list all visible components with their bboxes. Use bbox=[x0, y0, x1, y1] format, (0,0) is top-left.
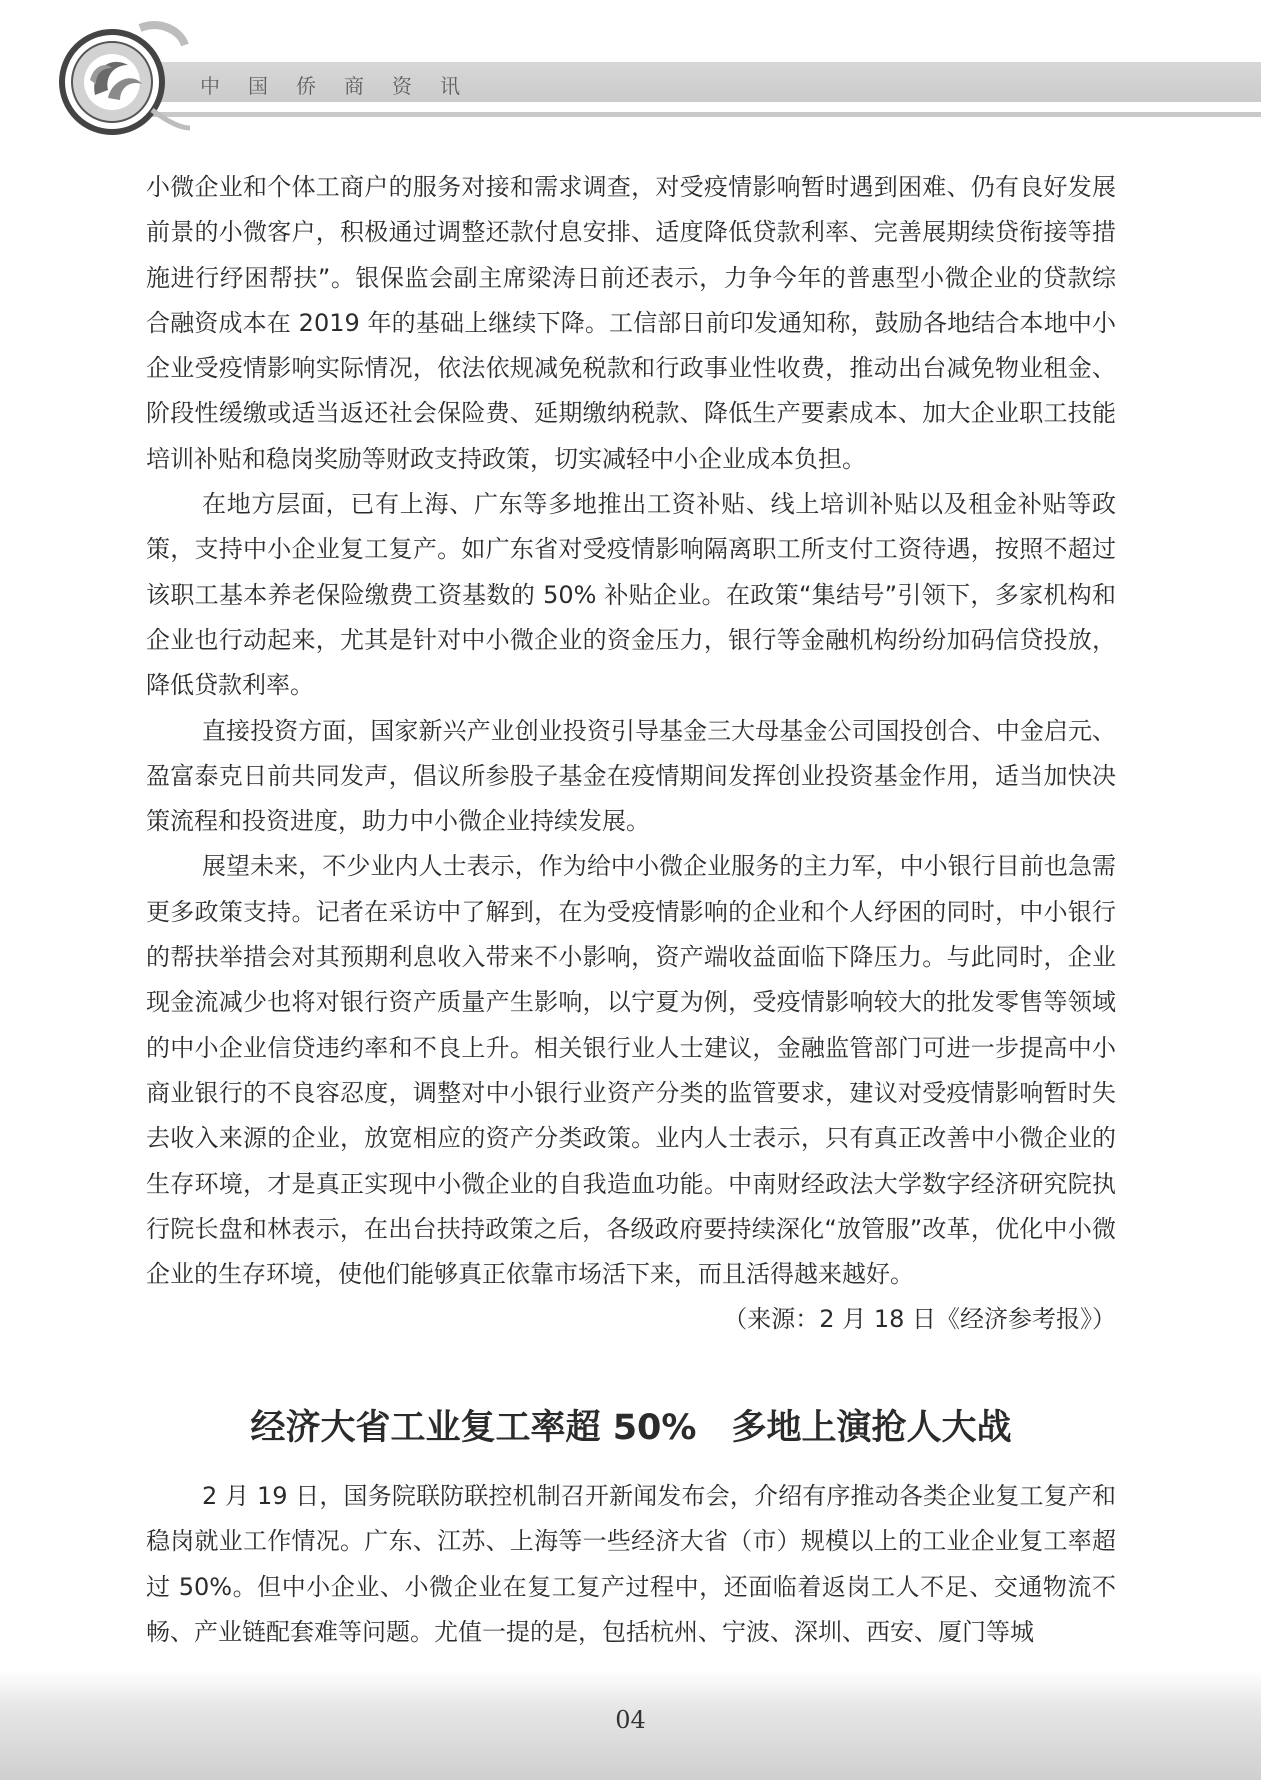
paragraph: 2 月 19 日，国务院联防联控机制召开新闻发布会，介绍有序推动各类企业复工复产和稳岗就业工作情况。广东、江苏、上海等一些经济大省（市）规模以上的工业企业复工率超过 50%。但中小企业、小微企业在复工复产过程中，还面临着返岗工人不足、交通物流不畅、产业链配套难等问题。尤值一提的是，包括杭州、宁波、深圳、西安、厦门等城 bbox=[146, 1482, 1116, 1646]
article-body bbox=[146, 1474, 1116, 1655]
paragraph: 展望未来，不少业内人士表示，作为给中小微企业服务的主力军，中小银行目前也急需更多政策支持。记者在采访中了解到，在为受疫情影响的企业和个人纾困的同时，中小银行的帮扶举措会对其预期利息收入带来不小影响，资产端收益面临下降压力。与此同时，企业现金流减少也将对银行资产质量产生影响，以宁夏为例，受疫情影响较大的批发零售等领域的中小企业信贷违约率和不良上升。相关银行业人士建议，金融监管部门可进一步提高中小商业银行的不良容忍度，调整对中小银行业资产分类的监管要求，建议对受疫情影响暂时失去收入来源的企业，放宽相应的资产分类政策。业内人士表示，只有真正改善中小微企业的生存环境，才是真正实现中小微企业的自我造血功能。中南财经政法大学数字经济研究院执行院长盘和林表示，在出台扶持政策之后，各级政府要持续深化“放管服”改革，优化中小微企业的生存环境，使他们能够真正依靠市场活下来，而且活得越来越好。 bbox=[146, 852, 1116, 1289]
paragraph: 直接投资方面，国家新兴产业创业投资引导基金三大母基金公司国投创合、中金启元、盈富泰克日前共同发声，倡议所参股子基金在疫情期间发挥创业投资基金作用，适当加快决策流程和投资进度，助力中小微企业持续发展。 bbox=[146, 716, 1116, 836]
paragraph: 小微企业和个体工商户的服务对接和需求调查，对受疫情影响暂时遇到困难、仍有良好发展前景的小微客户，积极通过调整还款付息安排、适度降低贷款利率、完善展期续贷衔接等措施进行纾困帮扶”。银保监会副主席梁涛日前还表示，力争今年的普惠型小微企业的贷款综合融资成本在 2019 年的基础上继续下降。工信部日前印发通知称，鼓励各地结合本地中小企业受疫情影响实际情况，依法依规减免税款和行政事业性收费，推动出台减免物业租金、阶段性缓缴或适当返还社会保险费、延期缴纳税款、降低生产要素成本、加大企业职工技能培训补贴和稳岗奖励等财政支持政策，切实减轻中小企业成本负担。 bbox=[146, 173, 1116, 473]
paragraph: 在地方层面，已有上海、广东等多地推出工资补贴、线上培训补贴以及租金补贴等政策，支持中小企业复工复产。如广东省对受疫情影响隔离职工所支付工资待遇，按照不超过该职工基本养老保险缴费工资基数的 50% 补贴企业。在政策“集结号”引领下，多家机构和企业也行动起来，尤其是针对中小微企业的资金压力，银行等金融机构纷纷加码信贷投放，降低贷款利率。 bbox=[146, 490, 1116, 700]
federation-logo-icon bbox=[50, 10, 190, 145]
page-number: 04 bbox=[615, 1706, 646, 1734]
publication-title: 中国侨商资讯 bbox=[200, 74, 488, 98]
source-citation: （来源：2 月 18 日《经济参考报》） bbox=[723, 1305, 1116, 1334]
header-divider bbox=[150, 112, 1261, 117]
article-title: 经济大省工业复工率超 50% 多地上演抢人大战 bbox=[250, 1408, 1012, 1448]
article-body bbox=[146, 165, 1116, 1342]
